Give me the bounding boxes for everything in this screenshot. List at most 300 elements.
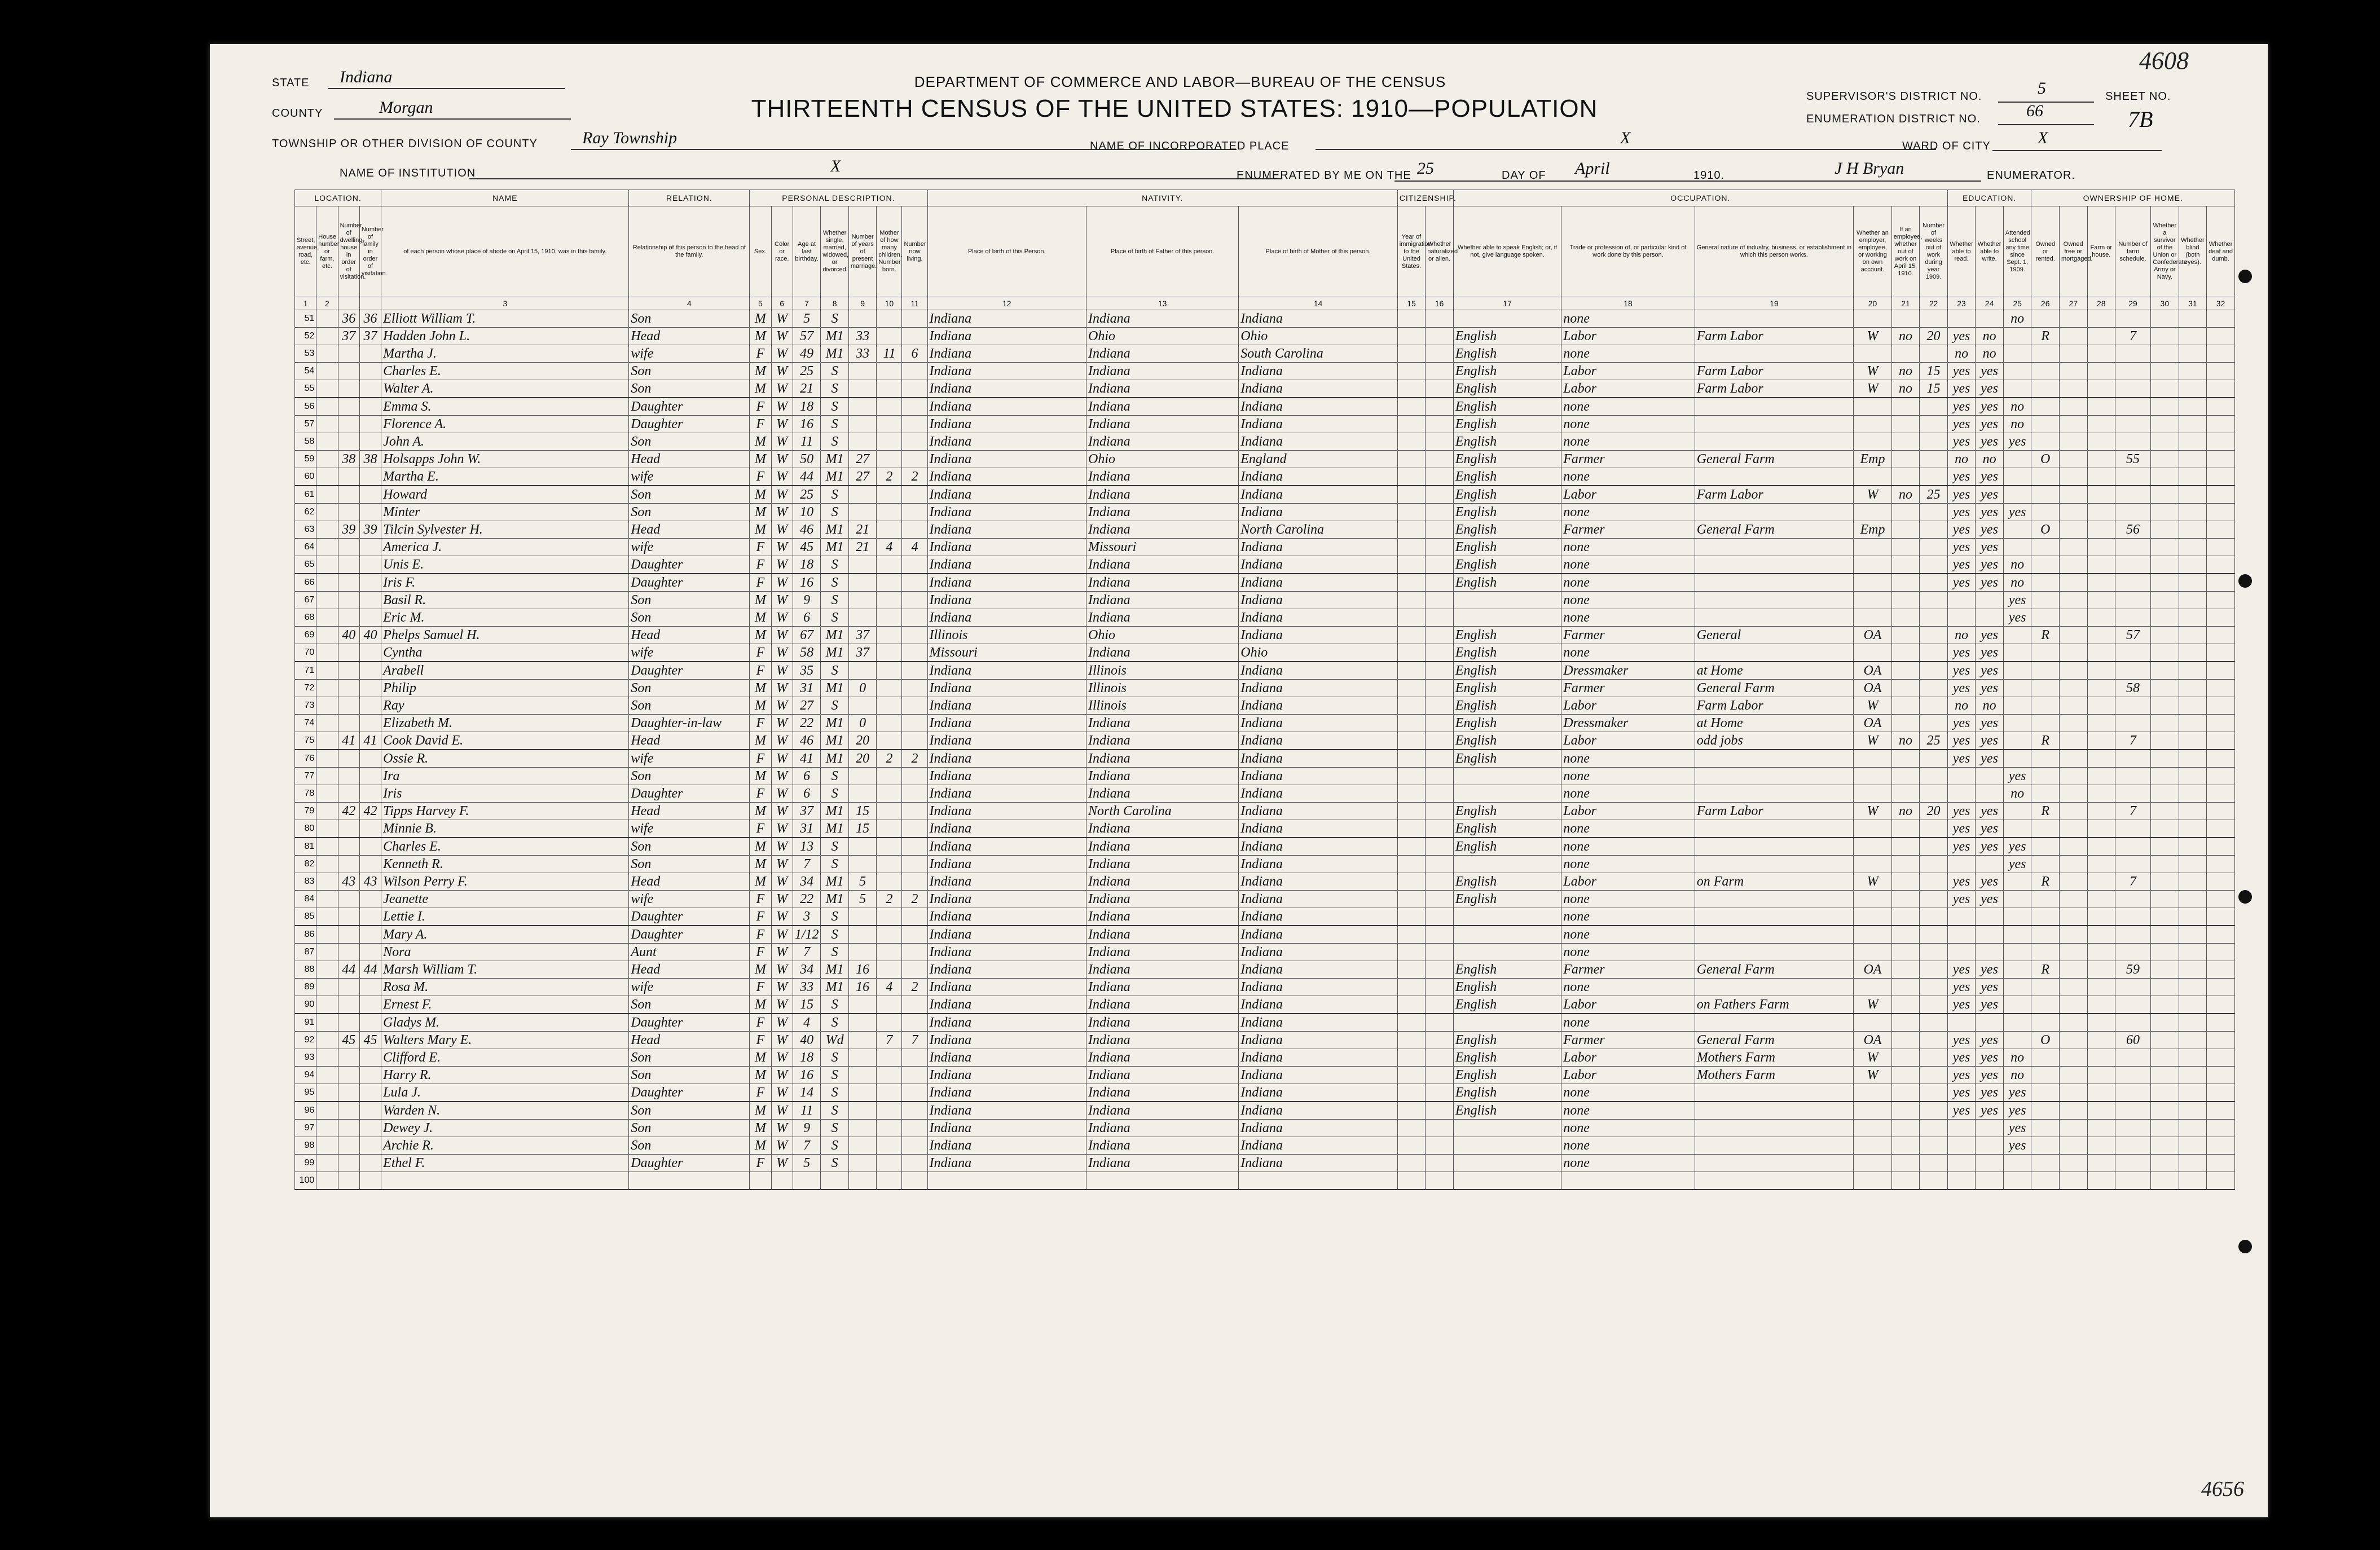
language-cell: English bbox=[1453, 380, 1561, 398]
place-value: X bbox=[1620, 129, 1631, 147]
free-mortgaged-cell bbox=[2059, 944, 2087, 961]
marital-cell: M1 bbox=[821, 644, 849, 662]
race-cell: W bbox=[771, 908, 793, 926]
marital-cell: S bbox=[821, 592, 849, 609]
col-header: Sex. bbox=[750, 206, 771, 297]
race-cell: W bbox=[771, 521, 793, 539]
weeks-out-cell bbox=[1920, 345, 1948, 363]
write-cell: yes bbox=[1976, 504, 2004, 521]
marriage-years-cell: 27 bbox=[848, 468, 877, 486]
weeks-out-cell bbox=[1920, 820, 1948, 838]
out-of-work-cell bbox=[1891, 345, 1920, 363]
age-cell: 57 bbox=[793, 328, 821, 345]
person-name-cell: Ernest F. bbox=[381, 996, 629, 1014]
farm-house-cell bbox=[2087, 609, 2115, 627]
farm-schedule-cell: 7 bbox=[2115, 803, 2151, 820]
sex-cell: M bbox=[750, 803, 771, 820]
relation-cell: Aunt bbox=[629, 944, 750, 961]
employer-status-cell bbox=[1854, 820, 1892, 838]
mother-birthplace-cell: Indiana bbox=[1239, 785, 1398, 803]
family-number-cell bbox=[359, 908, 381, 926]
out-of-work-cell bbox=[1891, 644, 1920, 662]
marital-cell: M1 bbox=[821, 715, 849, 732]
mother-birthplace-cell: Indiana bbox=[1239, 380, 1398, 398]
family-number-cell bbox=[359, 838, 381, 856]
veteran-cell bbox=[2151, 592, 2179, 609]
veteran-cell bbox=[2151, 979, 2179, 996]
race-cell: W bbox=[771, 1032, 793, 1049]
read-cell: yes bbox=[1947, 398, 1976, 416]
free-mortgaged-cell bbox=[2059, 908, 2087, 926]
free-mortgaged-cell bbox=[2059, 451, 2087, 468]
marriage-years-cell bbox=[848, 662, 877, 680]
race-cell: W bbox=[771, 697, 793, 715]
census-row bbox=[295, 556, 2235, 574]
birthplace-cell: Indiana bbox=[927, 662, 1086, 680]
children-living-cell bbox=[902, 363, 927, 380]
father-birthplace-cell: Indiana bbox=[1086, 416, 1239, 433]
father-birthplace-cell: Indiana bbox=[1086, 873, 1239, 891]
farm-house-cell bbox=[2087, 697, 2115, 715]
family-number-cell bbox=[359, 662, 381, 680]
column-number: 4 bbox=[629, 297, 750, 310]
school-cell bbox=[2003, 468, 2031, 486]
veteran-cell bbox=[2151, 856, 2179, 873]
sex-cell: F bbox=[750, 1014, 771, 1032]
column-number: 7 bbox=[793, 297, 821, 310]
col-header: Color or race. bbox=[771, 206, 793, 297]
column-header-row bbox=[295, 206, 2235, 297]
owned-rented-cell bbox=[2031, 715, 2060, 732]
col-header: House number or farm, etc. bbox=[316, 206, 338, 297]
deaf-cell bbox=[2207, 521, 2235, 539]
read-cell: yes bbox=[1947, 556, 1976, 574]
person-name-cell: Nora bbox=[381, 944, 629, 961]
mother-birthplace-cell: South Carolina bbox=[1239, 345, 1398, 363]
out-of-work-cell: no bbox=[1891, 803, 1920, 820]
weeks-out-cell bbox=[1920, 1172, 1948, 1190]
read-cell: yes bbox=[1947, 803, 1976, 820]
family-number-cell bbox=[359, 1067, 381, 1084]
deaf-cell bbox=[2207, 416, 2235, 433]
veteran-cell bbox=[2151, 1014, 2179, 1032]
marital-cell: Wd bbox=[821, 1032, 849, 1049]
marital-cell: M1 bbox=[821, 732, 849, 750]
farm-house-cell bbox=[2087, 891, 2115, 908]
father-birthplace-cell: Indiana bbox=[1086, 1155, 1239, 1172]
census-row bbox=[295, 1067, 2235, 1084]
farm-house-cell bbox=[2087, 803, 2115, 820]
out-of-work-cell bbox=[1891, 996, 1920, 1014]
blind-cell bbox=[2179, 785, 2207, 803]
trade-cell: none bbox=[1561, 345, 1695, 363]
farm-schedule-cell bbox=[2115, 1084, 2151, 1102]
age-cell: 13 bbox=[793, 838, 821, 856]
naturalized-cell bbox=[1426, 504, 1454, 521]
house-number-cell bbox=[316, 662, 338, 680]
language-cell: English bbox=[1453, 838, 1561, 856]
dwelling-number-cell bbox=[338, 1137, 359, 1155]
father-birthplace-cell bbox=[1086, 1172, 1239, 1190]
line-number-cell: 87 bbox=[295, 944, 316, 961]
children-born-cell bbox=[877, 1067, 902, 1084]
relation-cell: Son bbox=[629, 856, 750, 873]
dwelling-number-cell bbox=[338, 697, 359, 715]
census-row bbox=[295, 803, 2235, 820]
farm-schedule-cell bbox=[2115, 1120, 2151, 1137]
language-cell: English bbox=[1453, 328, 1561, 345]
owned-rented-cell bbox=[2031, 574, 2060, 592]
children-born-cell: 4 bbox=[877, 539, 902, 556]
marriage-years-cell bbox=[848, 1120, 877, 1137]
column-number: 27 bbox=[2059, 297, 2087, 310]
farm-schedule-cell bbox=[2115, 539, 2151, 556]
deaf-cell bbox=[2207, 592, 2235, 609]
trade-cell: none bbox=[1561, 785, 1695, 803]
race-cell: W bbox=[771, 961, 793, 979]
naturalized-cell bbox=[1426, 627, 1454, 644]
school-cell: yes bbox=[2003, 433, 2031, 451]
marital-cell: M1 bbox=[821, 680, 849, 697]
relation-cell: Head bbox=[629, 732, 750, 750]
naturalized-cell bbox=[1426, 1032, 1454, 1049]
house-number-cell bbox=[316, 979, 338, 996]
out-of-work-cell bbox=[1891, 715, 1920, 732]
person-name-cell: Mary A. bbox=[381, 926, 629, 944]
school-cell: yes bbox=[2003, 838, 2031, 856]
language-cell bbox=[1453, 785, 1561, 803]
children-living-cell: 2 bbox=[902, 750, 927, 768]
deaf-cell bbox=[2207, 1172, 2235, 1190]
owned-rented-cell bbox=[2031, 556, 2060, 574]
trade-cell: none bbox=[1561, 1155, 1695, 1172]
family-number-cell bbox=[359, 1014, 381, 1032]
employer-status-cell: Emp bbox=[1854, 451, 1892, 468]
father-birthplace-cell: Indiana bbox=[1086, 1067, 1239, 1084]
house-number-cell bbox=[316, 961, 338, 979]
dwelling-number-cell: 45 bbox=[338, 1032, 359, 1049]
relation-cell: Son bbox=[629, 310, 750, 328]
children-living-cell bbox=[902, 680, 927, 697]
census-row bbox=[295, 838, 2235, 856]
school-cell bbox=[2003, 627, 2031, 644]
blind-cell bbox=[2179, 732, 2207, 750]
weeks-out-cell bbox=[1920, 539, 1948, 556]
trade-cell: Labor bbox=[1561, 1067, 1695, 1084]
race-cell: W bbox=[771, 398, 793, 416]
deaf-cell bbox=[2207, 979, 2235, 996]
birthplace-cell bbox=[927, 1172, 1086, 1190]
farm-house-cell bbox=[2087, 521, 2115, 539]
write-cell: yes bbox=[1976, 838, 2004, 856]
line-number-cell: 80 bbox=[295, 820, 316, 838]
col-header: Owned or rented. bbox=[2031, 206, 2060, 297]
read-cell: no bbox=[1947, 627, 1976, 644]
person-name-cell: Wilson Perry F. bbox=[381, 873, 629, 891]
veteran-cell bbox=[2151, 1120, 2179, 1137]
race-cell: W bbox=[771, 1155, 793, 1172]
census-row bbox=[295, 996, 2235, 1014]
veteran-cell bbox=[2151, 1032, 2179, 1049]
column-number: 20 bbox=[1854, 297, 1892, 310]
write-cell: no bbox=[1976, 345, 2004, 363]
sex-cell: F bbox=[750, 574, 771, 592]
children-born-cell bbox=[877, 1155, 902, 1172]
owned-rented-cell bbox=[2031, 1084, 2060, 1102]
marital-cell: S bbox=[821, 574, 849, 592]
children-born-cell bbox=[877, 380, 902, 398]
language-cell: English bbox=[1453, 873, 1561, 891]
employer-status-cell bbox=[1854, 838, 1892, 856]
sex-cell: F bbox=[750, 556, 771, 574]
deaf-cell bbox=[2207, 574, 2235, 592]
page-title: THIRTEENTH CENSUS OF THE UNITED STATES: 1910—POPULATION bbox=[751, 95, 1598, 122]
weeks-out-cell: 15 bbox=[1920, 380, 1948, 398]
naturalized-cell bbox=[1426, 363, 1454, 380]
owned-rented-cell bbox=[2031, 820, 2060, 838]
marriage-years-cell bbox=[848, 908, 877, 926]
dwelling-number-cell bbox=[338, 468, 359, 486]
trade-cell: none bbox=[1561, 750, 1695, 768]
deaf-cell bbox=[2207, 504, 2235, 521]
read-cell: yes bbox=[1947, 715, 1976, 732]
weeks-out-cell bbox=[1920, 504, 1948, 521]
marital-cell: S bbox=[821, 416, 849, 433]
write-cell bbox=[1976, 944, 2004, 961]
col-header: Owned free or mortgaged. bbox=[2059, 206, 2087, 297]
person-name-cell: Lula J. bbox=[381, 1084, 629, 1102]
line-number-cell: 99 bbox=[295, 1155, 316, 1172]
write-cell bbox=[1976, 926, 2004, 944]
farm-house-cell bbox=[2087, 380, 2115, 398]
children-living-cell bbox=[902, 1067, 927, 1084]
blind-cell bbox=[2179, 1014, 2207, 1032]
deaf-cell bbox=[2207, 944, 2235, 961]
deaf-cell bbox=[2207, 856, 2235, 873]
age-cell: 5 bbox=[793, 310, 821, 328]
children-living-cell bbox=[902, 644, 927, 662]
children-born-cell bbox=[877, 680, 902, 697]
school-cell: yes bbox=[2003, 1120, 2031, 1137]
owned-rented-cell bbox=[2031, 644, 2060, 662]
census-row bbox=[295, 1120, 2235, 1137]
children-born-cell bbox=[877, 592, 902, 609]
census-row bbox=[295, 1084, 2235, 1102]
owned-rented-cell bbox=[2031, 979, 2060, 996]
out-of-work-cell bbox=[1891, 961, 1920, 979]
family-number-cell bbox=[359, 768, 381, 785]
naturalized-cell bbox=[1426, 345, 1454, 363]
children-born-cell bbox=[877, 785, 902, 803]
employer-status-cell: W bbox=[1854, 328, 1892, 345]
age-cell: 18 bbox=[793, 1049, 821, 1067]
children-born-cell bbox=[877, 1102, 902, 1120]
farm-house-cell bbox=[2087, 416, 2115, 433]
line-number-cell: 69 bbox=[295, 627, 316, 644]
relation-cell: Son bbox=[629, 609, 750, 627]
father-birthplace-cell: Indiana bbox=[1086, 310, 1239, 328]
marriage-years-cell: 5 bbox=[848, 891, 877, 908]
blind-cell bbox=[2179, 873, 2207, 891]
language-cell: English bbox=[1453, 820, 1561, 838]
line-number-cell: 63 bbox=[295, 521, 316, 539]
blind-cell bbox=[2179, 398, 2207, 416]
line-number-cell: 95 bbox=[295, 1084, 316, 1102]
school-cell bbox=[2003, 961, 2031, 979]
father-birthplace-cell: Indiana bbox=[1086, 1014, 1239, 1032]
person-name-cell: Tipps Harvey F. bbox=[381, 803, 629, 820]
dwelling-number-cell bbox=[338, 363, 359, 380]
mother-birthplace-cell: Indiana bbox=[1239, 1014, 1398, 1032]
language-cell bbox=[1453, 1172, 1561, 1190]
father-birthplace-cell: Indiana bbox=[1086, 856, 1239, 873]
age-cell: 16 bbox=[793, 574, 821, 592]
blind-cell bbox=[2179, 908, 2207, 926]
industry-cell: on Fathers Farm bbox=[1695, 996, 1854, 1014]
children-born-cell bbox=[877, 1172, 902, 1190]
out-of-work-cell bbox=[1891, 891, 1920, 908]
school-cell: yes bbox=[2003, 504, 2031, 521]
employer-status-cell: OA bbox=[1854, 715, 1892, 732]
out-of-work-cell bbox=[1891, 504, 1920, 521]
family-number-cell bbox=[359, 1120, 381, 1137]
column-number: 29 bbox=[2115, 297, 2151, 310]
person-name-cell: Holsapps John W. bbox=[381, 451, 629, 468]
free-mortgaged-cell bbox=[2059, 310, 2087, 328]
mother-birthplace-cell: Indiana bbox=[1239, 979, 1398, 996]
read-cell bbox=[1947, 1155, 1976, 1172]
house-number-cell bbox=[316, 345, 338, 363]
race-cell: W bbox=[771, 310, 793, 328]
industry-cell bbox=[1695, 310, 1854, 328]
read-cell: yes bbox=[1947, 433, 1976, 451]
children-living-cell bbox=[902, 556, 927, 574]
out-of-work-cell: no bbox=[1891, 380, 1920, 398]
employer-status-cell: W bbox=[1854, 1067, 1892, 1084]
relation-cell: Son bbox=[629, 697, 750, 715]
state-value: Indiana bbox=[340, 68, 393, 86]
marriage-years-cell bbox=[848, 310, 877, 328]
out-of-work-cell bbox=[1891, 433, 1920, 451]
blind-cell bbox=[2179, 345, 2207, 363]
marriage-years-cell bbox=[848, 609, 877, 627]
farm-schedule-cell bbox=[2115, 856, 2151, 873]
farm-house-cell bbox=[2087, 908, 2115, 926]
children-born-cell bbox=[877, 926, 902, 944]
veteran-cell bbox=[2151, 1137, 2179, 1155]
birthplace-cell: Indiana bbox=[927, 1067, 1086, 1084]
weeks-out-cell bbox=[1920, 891, 1948, 908]
family-number-cell bbox=[359, 785, 381, 803]
farm-house-cell bbox=[2087, 662, 2115, 680]
race-cell: W bbox=[771, 1120, 793, 1137]
employer-status-cell bbox=[1854, 856, 1892, 873]
language-cell bbox=[1453, 609, 1561, 627]
marital-cell: M1 bbox=[821, 961, 849, 979]
trade-cell bbox=[1561, 1172, 1695, 1190]
marital-cell: S bbox=[821, 504, 849, 521]
race-cell: W bbox=[771, 750, 793, 768]
immigration-year-cell bbox=[1397, 504, 1426, 521]
relation-cell: Son bbox=[629, 838, 750, 856]
veteran-cell bbox=[2151, 556, 2179, 574]
trade-cell: Labor bbox=[1561, 1049, 1695, 1067]
family-number-cell bbox=[359, 944, 381, 961]
birthplace-cell: Indiana bbox=[927, 433, 1086, 451]
industry-cell: General Farm bbox=[1695, 680, 1854, 697]
person-name-cell: Marsh William T. bbox=[381, 961, 629, 979]
father-birthplace-cell: Indiana bbox=[1086, 380, 1239, 398]
blind-cell bbox=[2179, 961, 2207, 979]
immigration-year-cell bbox=[1397, 680, 1426, 697]
marital-cell: S bbox=[821, 944, 849, 961]
deaf-cell bbox=[2207, 715, 2235, 732]
dwelling-number-cell bbox=[338, 433, 359, 451]
supervisor-label: SUPERVISOR'S DISTRICT NO. bbox=[1806, 90, 1982, 103]
family-number-cell bbox=[359, 979, 381, 996]
col-header: Number of dwelling-house in order of visitation. bbox=[338, 206, 359, 297]
school-cell bbox=[2003, 926, 2031, 944]
children-living-cell bbox=[902, 662, 927, 680]
trade-cell: Dressmaker bbox=[1561, 662, 1695, 680]
census-row bbox=[295, 732, 2235, 750]
children-born-cell bbox=[877, 697, 902, 715]
line-number-cell: 98 bbox=[295, 1137, 316, 1155]
language-cell: English bbox=[1453, 996, 1561, 1014]
veteran-cell bbox=[2151, 891, 2179, 908]
veteran-cell bbox=[2151, 310, 2179, 328]
trade-cell: none bbox=[1561, 504, 1695, 521]
blind-cell bbox=[2179, 715, 2207, 732]
relation-cell: Daughter-in-law bbox=[629, 715, 750, 732]
farm-schedule-cell bbox=[2115, 345, 2151, 363]
marital-cell: S bbox=[821, 768, 849, 785]
person-name-cell: Tilcin Sylvester H. bbox=[381, 521, 629, 539]
trade-cell: none bbox=[1561, 891, 1695, 908]
weeks-out-cell: 20 bbox=[1920, 328, 1948, 345]
race-cell: W bbox=[771, 363, 793, 380]
farm-house-cell bbox=[2087, 1014, 2115, 1032]
father-birthplace-cell: Indiana bbox=[1086, 592, 1239, 609]
out-of-work-cell bbox=[1891, 979, 1920, 996]
immigration-year-cell bbox=[1397, 345, 1426, 363]
mother-birthplace-cell: Indiana bbox=[1239, 627, 1398, 644]
marriage-years-cell bbox=[848, 363, 877, 380]
deaf-cell bbox=[2207, 768, 2235, 785]
free-mortgaged-cell bbox=[2059, 785, 2087, 803]
line-number-cell: 68 bbox=[295, 609, 316, 627]
naturalized-cell bbox=[1426, 680, 1454, 697]
township-label: TOWNSHIP OR OTHER DIVISION OF COUNTY bbox=[272, 138, 538, 150]
relation-cell: Head bbox=[629, 873, 750, 891]
col-header: Whether an employer, employee, or working on own account. bbox=[1854, 206, 1892, 297]
father-birthplace-cell: Indiana bbox=[1086, 926, 1239, 944]
immigration-year-cell bbox=[1397, 820, 1426, 838]
family-number-cell bbox=[359, 592, 381, 609]
blind-cell bbox=[2179, 996, 2207, 1014]
trade-cell: Labor bbox=[1561, 363, 1695, 380]
farm-schedule-cell: 7 bbox=[2115, 732, 2151, 750]
marital-cell: M1 bbox=[821, 627, 849, 644]
write-cell: no bbox=[1976, 328, 2004, 345]
age-cell: 34 bbox=[793, 961, 821, 979]
deaf-cell bbox=[2207, 697, 2235, 715]
free-mortgaged-cell bbox=[2059, 768, 2087, 785]
veteran-cell bbox=[2151, 1102, 2179, 1120]
write-cell: yes bbox=[1976, 486, 2004, 504]
weeks-out-cell bbox=[1920, 785, 1948, 803]
veteran-cell bbox=[2151, 908, 2179, 926]
